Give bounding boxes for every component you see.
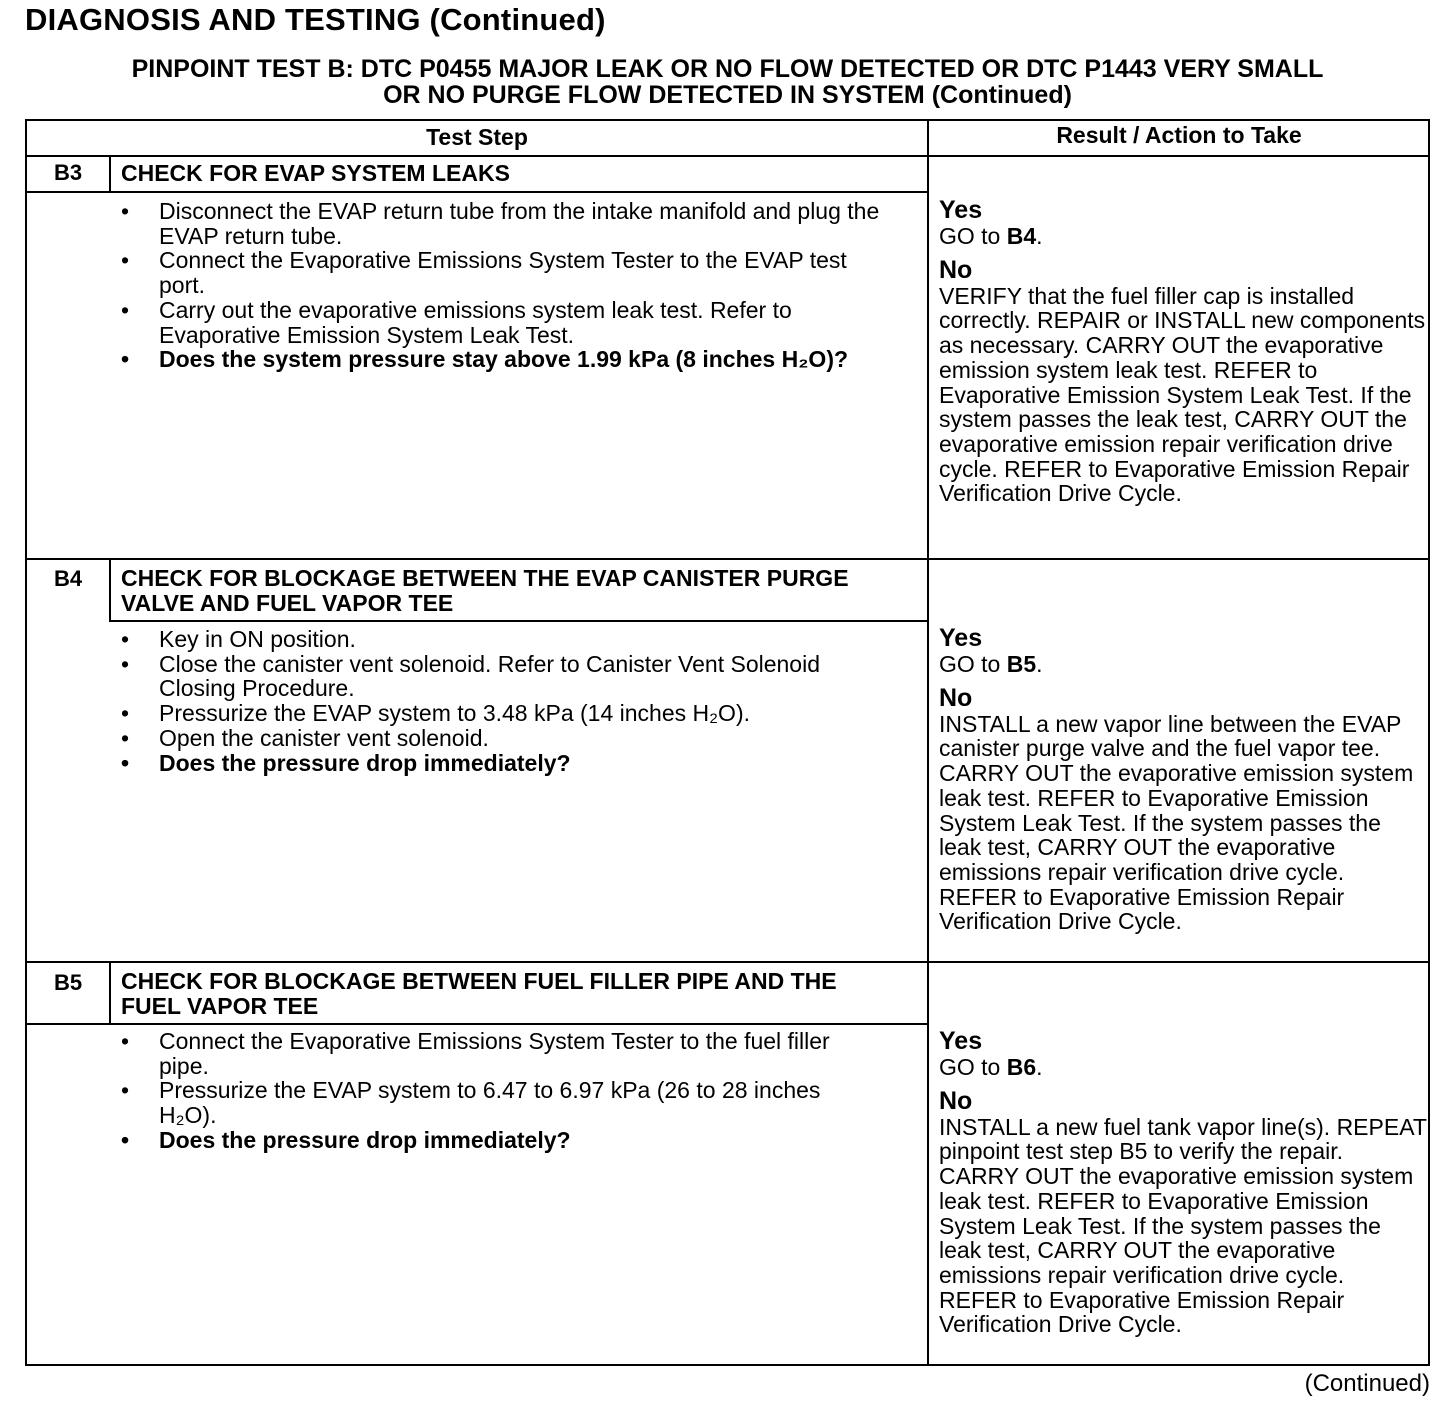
yes-label: Yes	[939, 624, 983, 652]
no-action: INSTALL a new vapor line between the EVAP canister purge valve and the fuel vapor tee. CARRY OUT the evaporative emission system leak test. REFER to Evaporative Emission System Leak Test. If the system passes the leak test, CARRY OUT the evaporative emissions repair verification drive cycle. REFER to Evaporative Emission Repair Verification Drive Cycle.	[939, 710, 1414, 935]
list-item: • Key in ON position.	[121, 627, 881, 652]
page-title: DIAGNOSIS AND TESTING (Continued)	[25, 2, 606, 37]
no-action: VERIFY that the fuel filler cap is installed correctly. REPAIR or INSTALL new components as necessary. CARRY OUT the evaporative emission system leak test. REFER to Evaporative Emission System Leak Test. If the system passes the leak test, CARRY OUT the evaporative emission repair verification drive cycle. REFER to Evaporative Emission Repair Verification Drive Cycle.	[939, 282, 1426, 507]
step-id-b5: B5	[53, 970, 83, 995]
step-id-b3: B3	[53, 160, 83, 185]
result-b5	[939, 1028, 1427, 1337]
row-divider	[27, 961, 1430, 963]
list-item: • Carry out the evaporative emissions system leak test. Refer to Evaporative Emission System Leak Test.	[121, 298, 881, 347]
title-divider	[109, 620, 927, 622]
question-b3: • Does the system pressure stay above 1.99 kPa (8 inches H₂O)?	[121, 347, 881, 372]
id-divider	[109, 155, 111, 193]
title-divider	[27, 1023, 927, 1025]
id-divider	[109, 961, 111, 1023]
column-header-test-step: Test Step	[426, 124, 528, 150]
step-title-b4: CHECK FOR BLOCKAGE BETWEEN THE EVAP CANISTER PURGE VALVE AND FUEL VAPOR TEE	[121, 565, 849, 616]
result-b4	[939, 625, 1427, 934]
step-id-b4: B4	[53, 566, 83, 591]
no-label: No	[939, 255, 973, 284]
yes-action: GO to B4.	[939, 223, 1043, 249]
subtitle-line-1: PINPOINT TEST B: DTC P0455 MAJOR LEAK OR NO FLOW DETECTED OR DTC P1443 VERY SMALL	[131, 55, 1324, 83]
list-item: • Pressurize the EVAP system to 3.48 kPa (14 inches H₂O).	[121, 701, 881, 726]
continued-note: (Continued)	[1304, 1370, 1430, 1397]
pinpoint-test-subtitle	[25, 56, 1430, 108]
question-b4: • Does the pressure drop immediately?	[121, 751, 881, 776]
title-divider	[27, 191, 927, 193]
pinpoint-test-table	[25, 119, 1430, 1366]
step-title-b5: CHECK FOR BLOCKAGE BETWEEN FUEL FILLER PIPE AND THE FUEL VAPOR TEE	[121, 968, 837, 1019]
yes-action: GO to B6.	[939, 1054, 1043, 1080]
no-action: INSTALL a new fuel tank vapor line(s). REPEAT pinpoint test step B5 to verify the repair. CARRY OUT the evaporative emission system leak test. REFER to Evaporative Emission System Leak Test. If the system passes the leak test, CARRY OUT the evaporative emissions repair verification drive cycle. REFER to Evaporative Emission Repair Verification Drive Cycle.	[939, 1113, 1427, 1338]
step-title-b3: CHECK FOR EVAP SYSTEM LEAKS	[121, 160, 510, 186]
list-item: • Disconnect the EVAP return tube from the intake manifold and plug the EVAP return tube.	[121, 199, 881, 248]
yes-label: Yes	[939, 1027, 983, 1055]
list-item: • Pressurize the EVAP system to 6.47 to 6.97 kPa (26 to 28 inches H₂O).	[121, 1078, 881, 1127]
no-label: No	[939, 683, 973, 712]
list-item: • Connect the Evaporative Emissions System Tester to the EVAP test port.	[121, 248, 881, 297]
step-list-b3	[121, 199, 881, 372]
column-divider	[927, 121, 929, 1366]
result-b3	[939, 197, 1427, 506]
list-item: • Open the canister vent solenoid.	[121, 726, 881, 751]
yes-label: Yes	[939, 196, 983, 224]
id-divider	[109, 558, 111, 620]
step-list-b5	[121, 1029, 881, 1153]
column-header-result: Result / Action to Take	[1056, 122, 1302, 148]
subtitle-line-2: OR NO PURGE FLOW DETECTED IN SYSTEM (Continued)	[383, 81, 1072, 109]
question-b5: • Does the pressure drop immediately?	[121, 1128, 881, 1153]
list-item: • Close the canister vent solenoid. Refer to Canister Vent Solenoid Closing Procedure.	[121, 652, 881, 701]
step-list-b4	[121, 627, 881, 775]
no-label: No	[939, 1086, 973, 1115]
row-divider	[27, 558, 1430, 560]
yes-action: GO to B5.	[939, 651, 1043, 677]
header-divider	[27, 155, 1430, 157]
list-item: • Connect the Evaporative Emissions System Tester to the fuel filler pipe.	[121, 1029, 881, 1078]
